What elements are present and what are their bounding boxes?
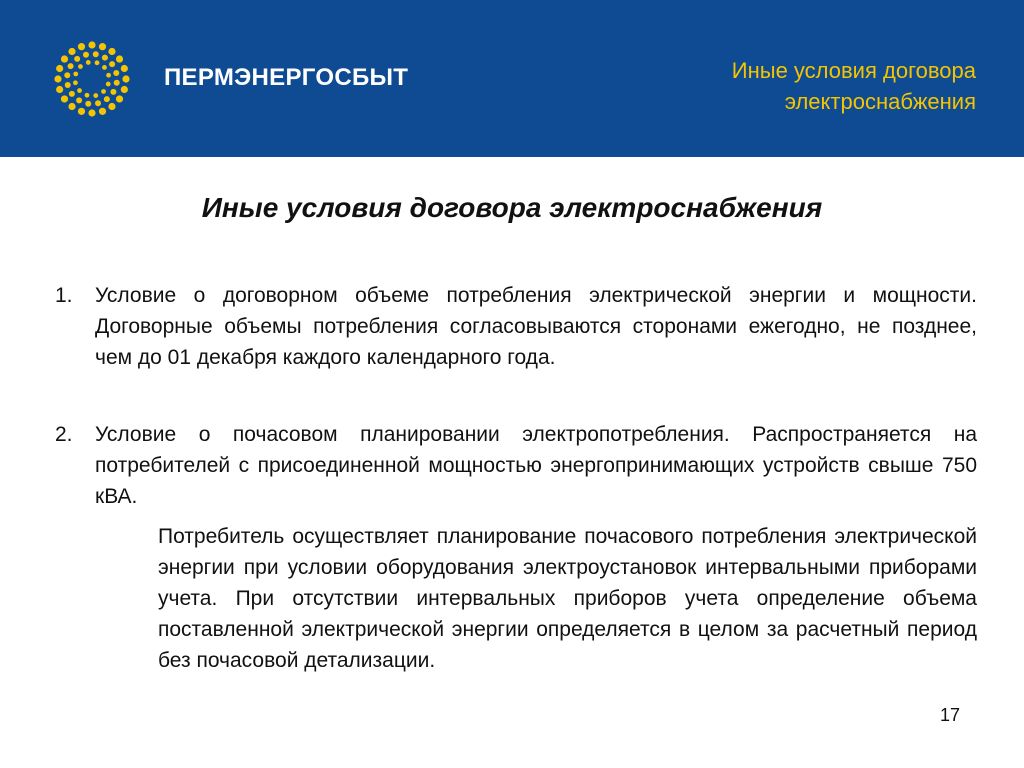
logo-dot [108, 48, 115, 55]
logo-dot [85, 101, 91, 107]
logo-dot [88, 109, 95, 116]
logo-dot [114, 80, 120, 86]
logo-dot [108, 103, 115, 110]
logo-dot [85, 93, 90, 98]
logo-dot [69, 91, 75, 97]
logo-dot [109, 61, 115, 67]
logo-dot [99, 108, 106, 115]
logo-dot [88, 41, 95, 48]
logo-dot [54, 75, 61, 82]
logo-dot [78, 108, 85, 115]
logo-dot [113, 70, 119, 76]
logo-dot [74, 56, 80, 62]
logo-dot [56, 86, 63, 93]
header-title [556, 55, 976, 117]
logo-dot [110, 89, 116, 95]
logo-dot [61, 55, 68, 62]
logo-dot [61, 95, 68, 102]
logo-dot [121, 65, 128, 72]
logo-dot [73, 72, 78, 77]
logo-dot [65, 82, 71, 88]
logo-dot [78, 43, 85, 50]
header-title-line1: Иные условия договора [731, 58, 976, 83]
logo-dot [83, 52, 89, 58]
page-number: 17 [939, 705, 960, 725]
logo-dot [116, 95, 123, 102]
logo-dot [106, 73, 111, 78]
logo-dot [101, 89, 106, 94]
logo-dot [102, 55, 108, 61]
header-bar [0, 0, 1024, 157]
logo-dot [68, 48, 75, 55]
slide-title: Иные условия договора электроснабжения [201, 192, 823, 223]
list-item-text: Условие о договорном объеме потребления электрической энергии и мощности. Договорные объемы потребления согласовываются сторонами ежегодно, не позднее, чем до 01 декабря каждого календарного года. [95, 284, 977, 369]
logo-dot [77, 88, 82, 93]
logo-dot [68, 63, 74, 69]
logo-dot [93, 93, 98, 98]
logo-dot [86, 60, 91, 65]
note-paragraph: Потребитель осуществляет планирование почасового потребления электрической энергии при условии оборудования электроустановок интервальными приборами учета. При отсутствии интервальных приборов учета определение объема поставленной электрической энергии определяется в целом за расчетный период без почасовой детализации. [158, 525, 977, 672]
header-title-line2: электроснабжения [784, 89, 976, 114]
list-item-number: 2. [55, 423, 73, 446]
logo-dot [102, 65, 107, 70]
logo-dot [56, 65, 63, 72]
logo-dot [122, 75, 129, 82]
logo-dot [95, 100, 101, 106]
list-item-number: 1. [55, 284, 73, 307]
logo-dot [64, 72, 70, 78]
list-item [55, 280, 977, 373]
logo-dot [68, 103, 75, 110]
logo-dot [104, 96, 110, 102]
logo-dot [73, 80, 78, 85]
company-logo-text: ПЕРМЭНЕРГОСБЫТ [164, 64, 409, 91]
logo-dot [116, 55, 123, 62]
list-item [55, 419, 977, 512]
logo-dot [76, 97, 82, 103]
logo-dot [78, 64, 83, 69]
logo-dot [93, 51, 99, 57]
logo-dot [121, 86, 128, 93]
logo-dot [106, 82, 111, 87]
list-item-text: Условие о почасовом планировании электропотребления. Распространяется на потребителей с присоединенной мощностью энергопринимающих устройств свыше 750 кВА. [95, 423, 977, 508]
logo-dot [99, 43, 106, 50]
logo-dot [95, 60, 100, 65]
sun-ring-logo-icon [50, 39, 134, 119]
